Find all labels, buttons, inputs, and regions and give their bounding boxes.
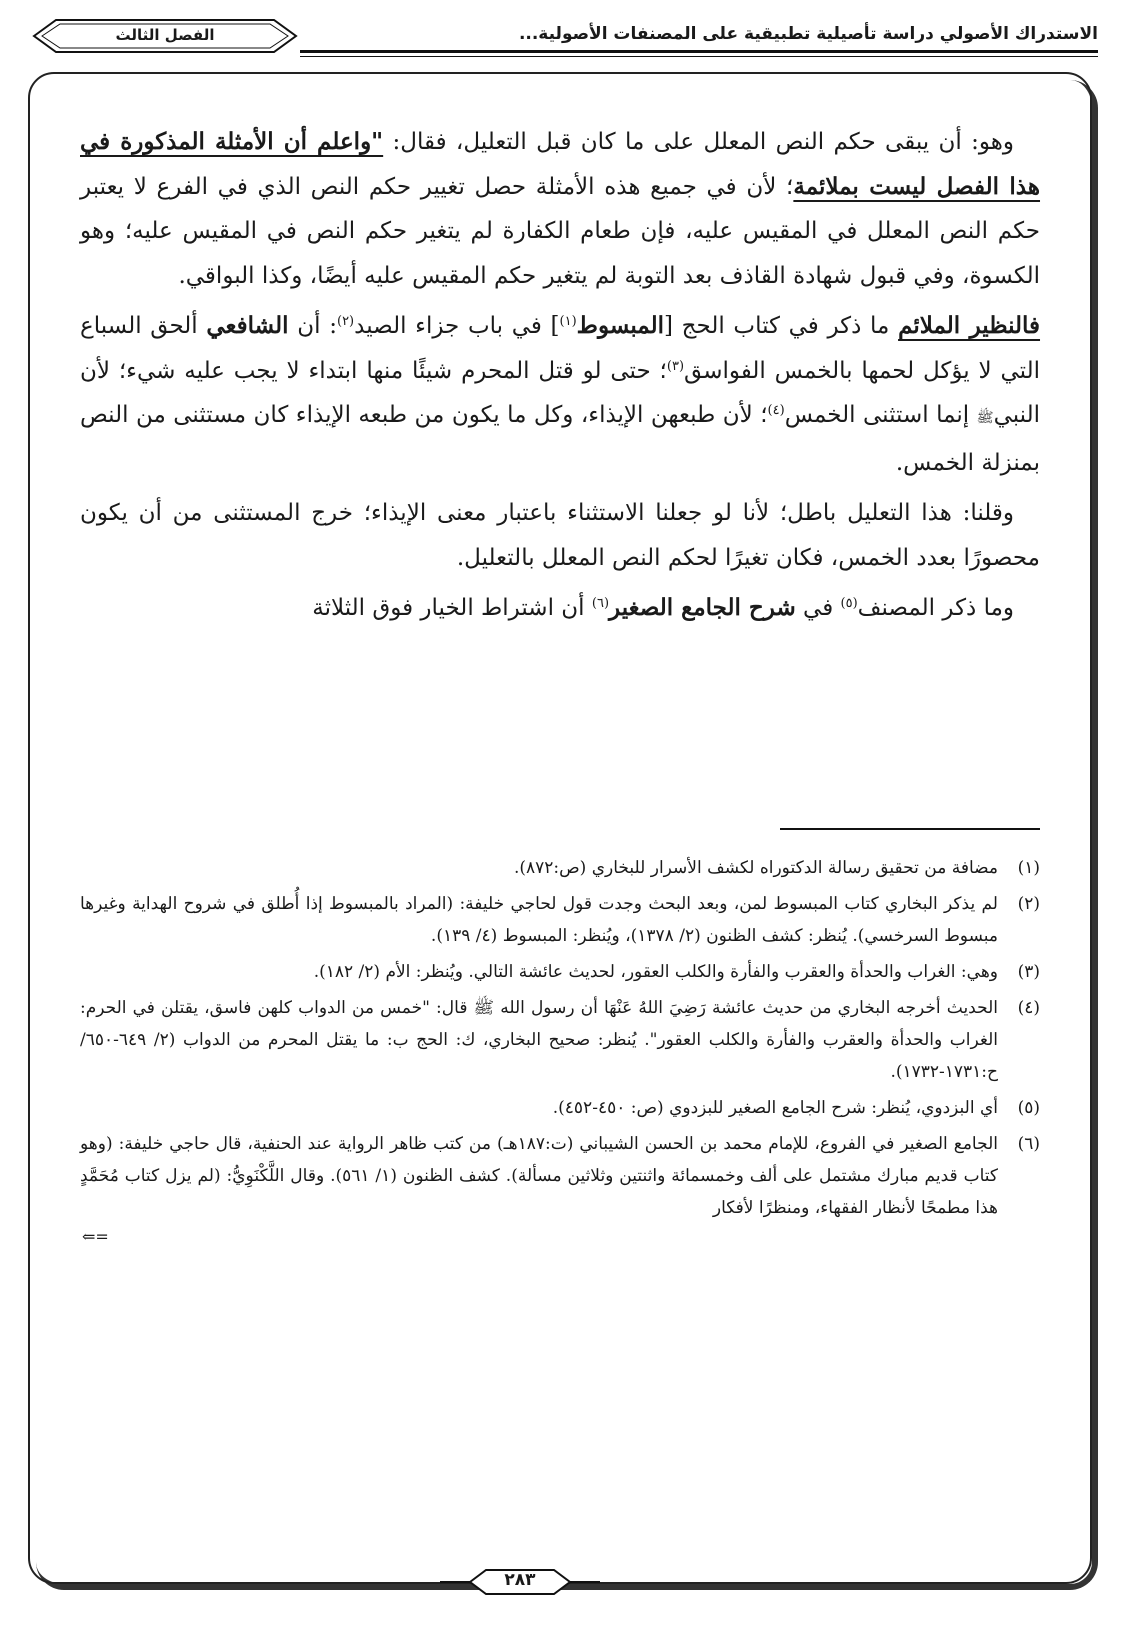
footnote-ref-6: (٦): [591, 596, 610, 611]
page-number-badge: [440, 1567, 600, 1597]
paragraph-4: [80, 586, 1040, 631]
footnote-number: (٣): [1017, 962, 1040, 982]
footnote-1: [80, 852, 1040, 884]
p2-text-g: إنما استثنى الخمس: [784, 402, 977, 428]
p2-text-d: : أن: [288, 313, 337, 339]
chapter-tab: [30, 18, 300, 54]
p2-mabsut: المبسوط: [576, 312, 664, 339]
p2-lead: فالنظير الملائم: [898, 312, 1041, 339]
footnote-number: (١): [1017, 858, 1040, 878]
p2-text-h: ؛ لأن طبعهن الإيذاء، وكل ما يكون من طبعه الإيذاء كان مستثنى من النص بمنزلة الخمس.: [80, 402, 1040, 476]
footnote-number: (٥): [1017, 1098, 1040, 1118]
footnote-ref-2: (٢): [336, 314, 355, 329]
page-header: [28, 14, 1098, 64]
footnote-3: [80, 956, 1040, 988]
p3-text: وقلنا: هذا التعليل باطل؛ لأنا لو جعلنا الاستثناء باعتبار معنى الإيذاء؛ خرج المستثنى من أن يكون محصورًا بعدد الخمس، فكان تغيرًا لحكم النص المعلل بالتعليل.: [80, 500, 1040, 571]
footnote-number: (٤): [1017, 998, 1040, 1018]
chapter-label: الفصل الثالث: [115, 26, 215, 44]
p1-text-b: ؛ لأن في جميع هذه الأمثلة حصل تغيير حكم النص الذي في الفرع لا يعتبر حكم النص المعلل في المقيس عليه، فإن طعام الكفارة لم يتغير حكم النص في المقيس عليه؛ وهو الكسوة، وفي قبول شهادة القاذف بعد التوبة لم يتغير حكم المقيس عليه أيضًا، وكذا البواقي.: [80, 173, 1040, 289]
footnote-separator: [780, 828, 1040, 830]
main-text: [80, 120, 1040, 631]
footnotes: [80, 852, 1040, 1246]
footnote-text: أي البزدوي، يُنظر: شرح الجامع الصغير للبزدوي (ص: ٤٥٠-٤٥٢).: [552, 1098, 998, 1118]
p2-text-b: ما ذكر في كتاب الحج [: [663, 313, 899, 339]
footnote-text: الحديث أخرجه البخاري من حديث عائشة رَضِيَ اللهُ عَنْهَا أن رسول الله ﷺ قال: "خمس من الدواب كلهن فاسق، يقتلن في الحرم: الغراب والحدأة والعقرب والفأرة والكلب العقور". يُنظر: صحيح البخاري، ك: الحج ب: ما يقتل المحرم من الدواب (٢/ ٦٤٩-٦٥٠/ ح:١٧٣١-١٧٣٢).: [80, 998, 998, 1082]
p4-book-title: شرح الجامع الصغير: [609, 594, 796, 621]
p1-text-a: وهو: أن يبقى حكم النص المعلل على ما كان قبل التعليل، فقال:: [383, 129, 1014, 155]
p1-quote: "واعلم أن الأمثلة المذكورة في هذا الفصل ليست بملائمة: [80, 128, 1041, 200]
footnote-ref-3: (٣): [666, 358, 685, 374]
paragraph-2: [80, 304, 1040, 485]
p2-text-e: ألحق السباع التي لا يؤكل لحمها بالخمس الفواسق: [80, 313, 1041, 384]
salla-glyph: ﷺ: [976, 410, 994, 426]
footnote-text: مضافة من تحقيق رسالة الدكتوراه لكشف الأسرار للبخاري (ص:٨٧٢).: [513, 858, 998, 878]
paragraph-3: [80, 491, 1040, 580]
paragraph-1: [80, 120, 1040, 298]
p2-text-c: ] في باب جزاء الصيد: [354, 313, 560, 339]
footnote-2: [80, 888, 1040, 952]
continuation-mark: ⇐=: [82, 1227, 109, 1246]
page-number: ٢٨٣: [504, 1570, 536, 1590]
footnote-5: [80, 1092, 1040, 1124]
header-rule-thick: [300, 50, 1098, 53]
p4-text-b: في: [795, 595, 841, 621]
footnote-ref-1: (١): [559, 314, 577, 329]
p4-text-a: وما ذكر المصنف: [857, 595, 1014, 621]
footnote-number: (٦): [1017, 1134, 1040, 1154]
footnote-6: [80, 1128, 1040, 1224]
footnote-ref-5: (٥): [840, 596, 858, 611]
footnote-number: (٢): [1017, 894, 1040, 914]
footnote-ref-4: (٤): [767, 403, 785, 418]
header-rule-thin: [300, 56, 1098, 57]
p4-text-c: أن اشتراط الخيار فوق الثلاثة: [312, 595, 592, 621]
running-title: الاستدراك الأصولي دراسة تأصيلية تطبيقية على المصنفات الأصولية...: [518, 24, 1098, 44]
footnote-text: وهي: الغراب والحدأة والعقرب والفأرة والكلب العقور، لحديث عائشة التالي. ويُنظر: الأم (٢/ ١٨٢).: [313, 962, 998, 982]
p2-shafii: الشافعي: [206, 312, 289, 339]
footnote-text: لم يذكر البخاري كتاب المبسوط لمن، وبعد البحث وجدت قول لحاجي خليفة: (المراد بالمبسوط إذا أُطلق في شروح الهداية وغيرها مبسوط السرخسي). يُنظر: كشف الظنون (٢/ ١٣٧٨)، ويُنظر: المبسوط (٤/ ١٣٩).: [80, 894, 998, 946]
p2-text-f: ؛ حتى لو قتل المحرم شيئًا منها ابتداء لا يجب عليه شيء؛ لأن النبي: [80, 357, 1041, 428]
footnote-4: [80, 992, 1040, 1088]
footnote-text: الجامع الصغير في الفروع، للإمام محمد بن الحسن الشيباني (ت:١٨٧هـ) من كتب ظاهر الرواية عند الحنفية، قال حاجي خليفة: (وهو كتاب قديم مبارك مشتمل على ألف وخمسمائة واثنتين وثلاثين مسألة). كشف الظنون (١/ ٥٦١). وقال اللَّكْنَوِيُّ: (لم يزل كتاب مُحَمَّدٍ هذا مطمحًا لأنظار الفقهاء، ومنظرًا لأفكار: [80, 1134, 998, 1218]
